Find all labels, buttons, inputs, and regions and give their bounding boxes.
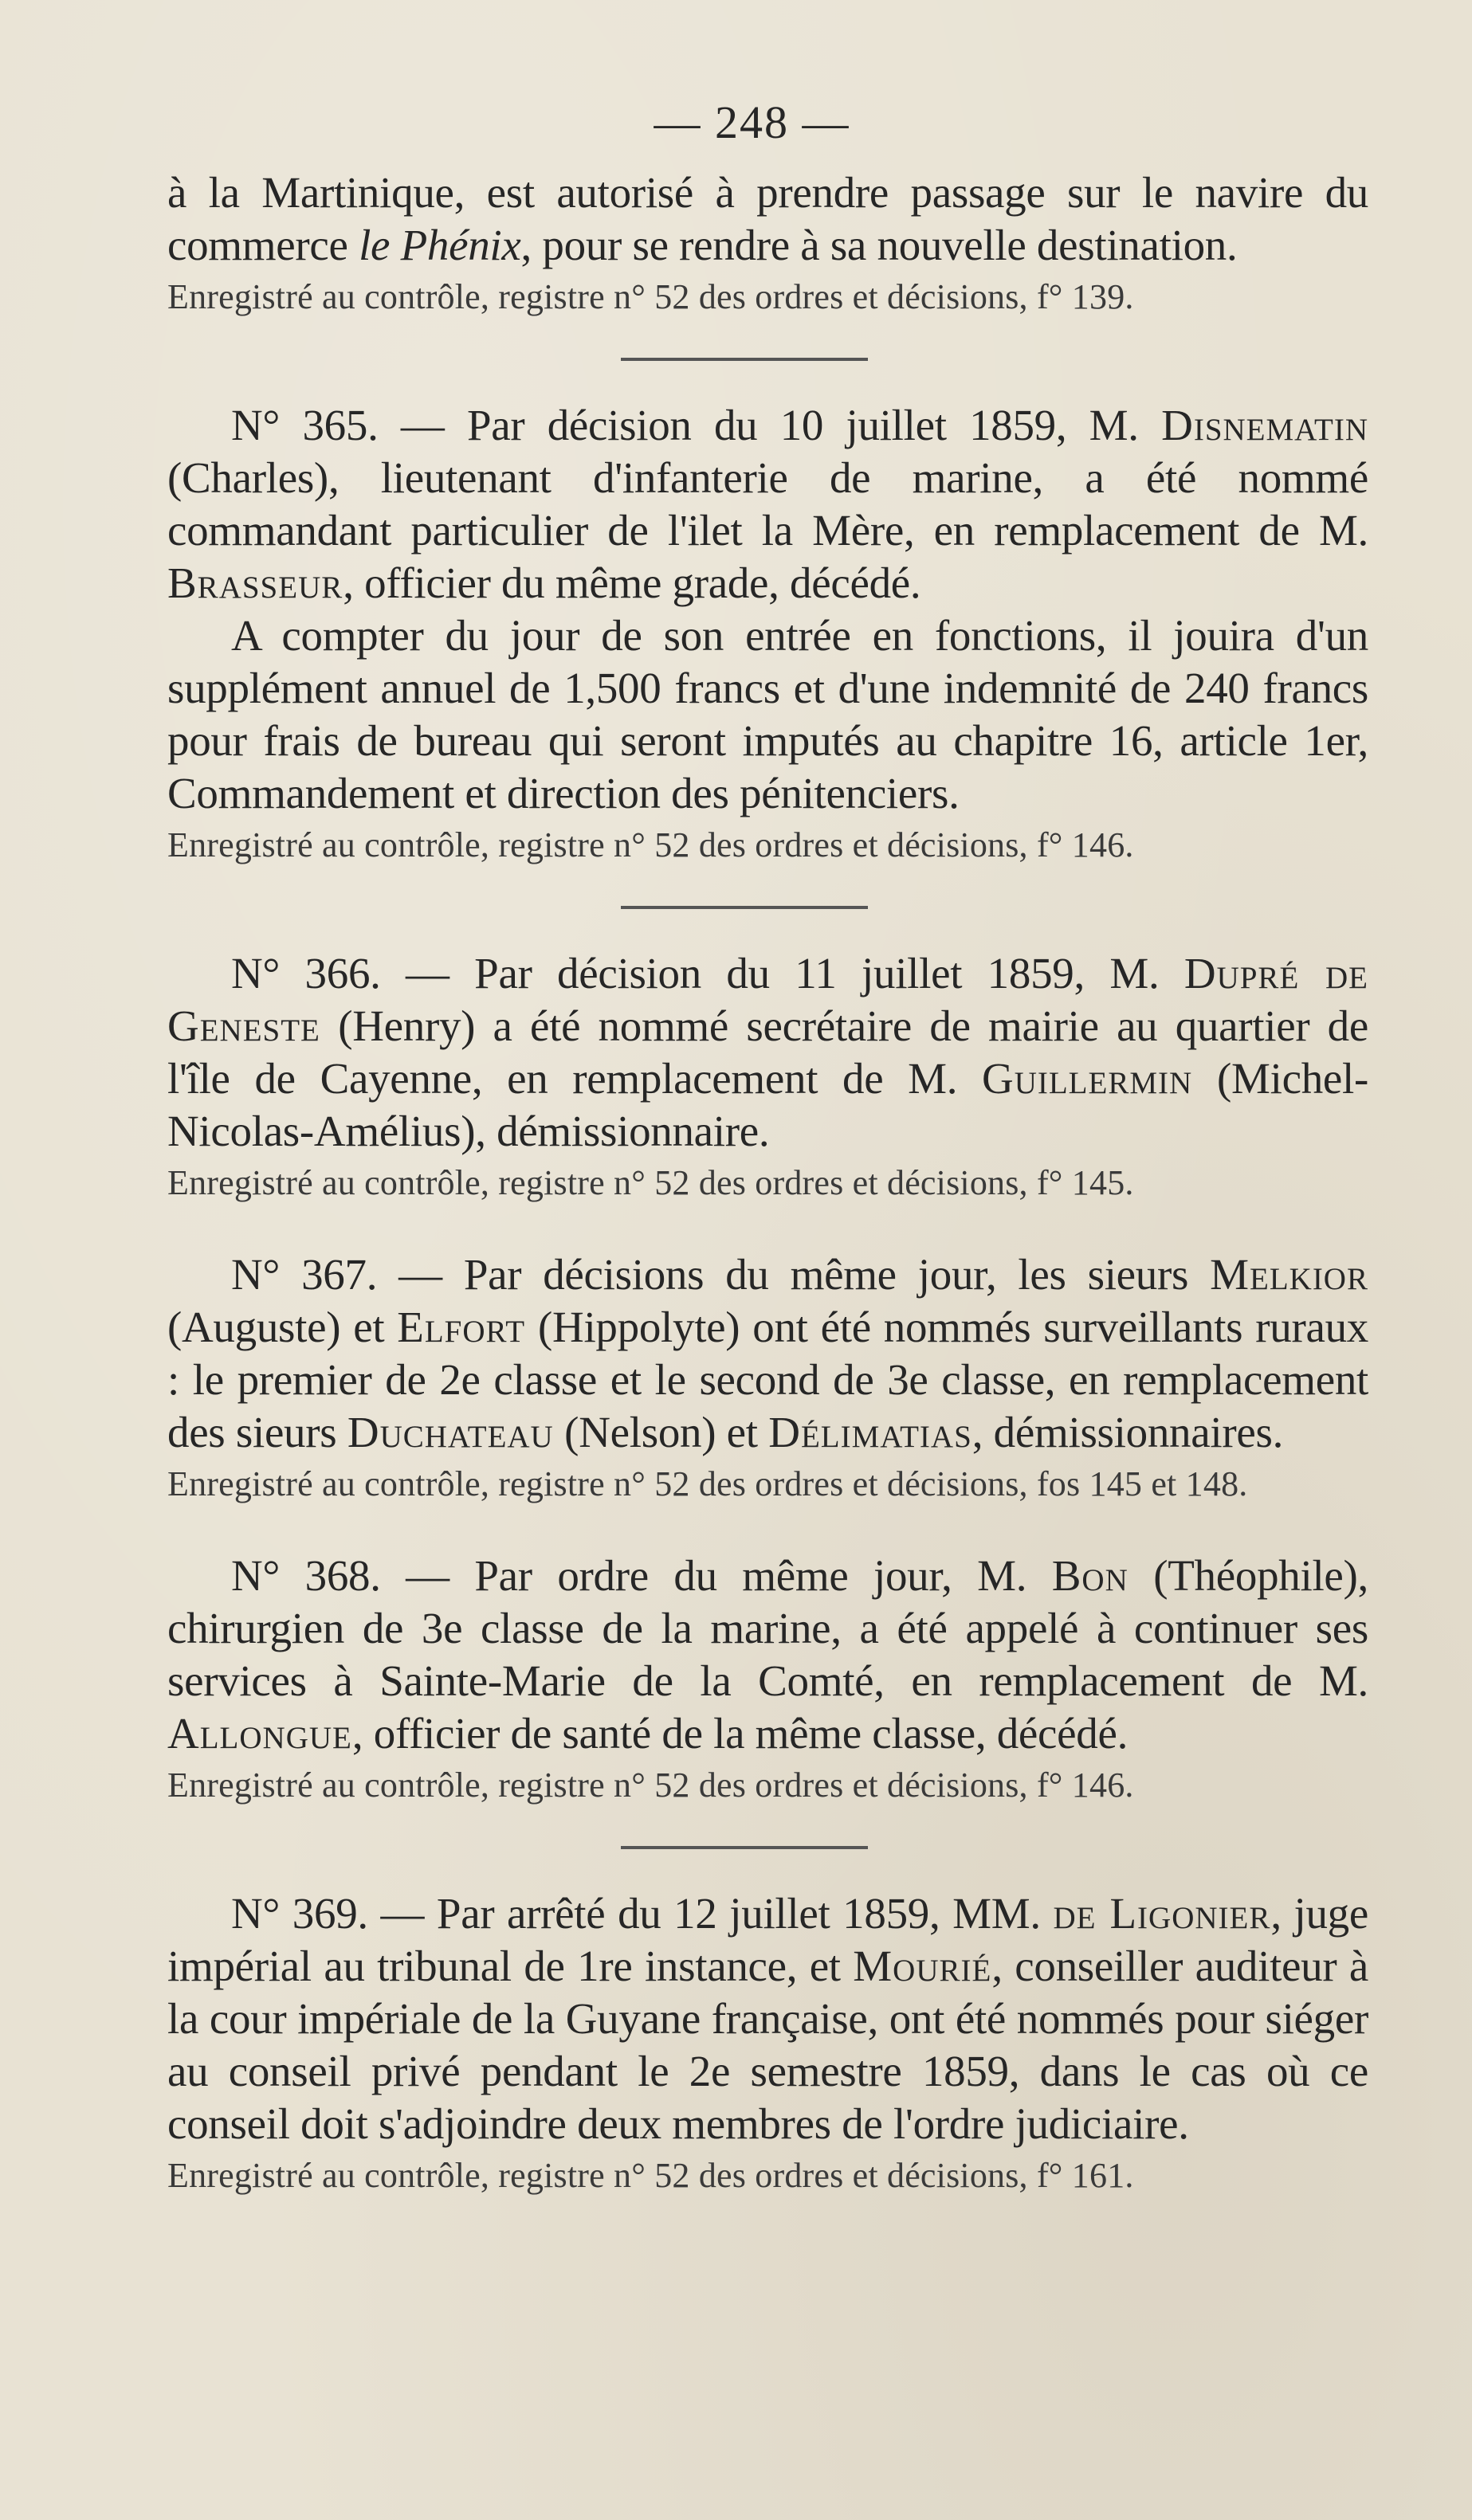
section-divider — [621, 1846, 868, 1849]
entry-paragraph — [167, 1248, 1368, 1459]
entry-paragraph — [167, 399, 1368, 609]
intro-entry — [167, 167, 1368, 319]
intro-text-start: à la Martinique, est autorisé à prendre passage sur le navire du commerce — [167, 168, 1368, 269]
entry-text: (Charles), lieutenant d'infanterie de marine, a été nommé commandant particulier de l'ilet la Mère, en remplacement de M. — [167, 453, 1368, 555]
entry-text: , démissionnaires. — [972, 1408, 1284, 1456]
entry-365 — [167, 399, 1368, 868]
entry-spacer — [167, 1205, 1368, 1248]
registration-line: Enregistré au contrôle, registre n° 52 des ordres et décisions, f° 139. — [167, 277, 1134, 316]
entry-367 — [167, 1248, 1368, 1507]
entry-text: , officier du même grade, décédé. — [343, 558, 921, 607]
entry-368 — [167, 1550, 1368, 1808]
entry-text: (Auguste) et — [167, 1303, 398, 1351]
entry-text: N° 369. — Par arrêté du 12 juillet 1859, MM. — [231, 1889, 1054, 1938]
entry-text: N° 365. — Par décision du 10 juillet 1859, M. — [231, 401, 1162, 449]
person-name: Mourié — [853, 1942, 992, 1990]
person-name: Melkior — [1210, 1250, 1368, 1299]
person-name: Dupré de Geneste — [167, 949, 1368, 1050]
person-name: de Ligonier — [1053, 1889, 1271, 1938]
section-divider — [621, 358, 868, 361]
entry-text: N° 366. — Par décision du 11 juillet 1859, M. — [231, 949, 1184, 997]
entry-text: (Michel-Nicolas-Amélius), démissionnaire. — [167, 1054, 1368, 1155]
entry-text: , officier de santé de la même classe, décédé. — [351, 1709, 1129, 1758]
registration-line: Enregistré au contrôle, registre n° 52 des ordres et décisions, f° 145. — [167, 1163, 1134, 1202]
intro-text-end: , pour se rendre à sa nouvelle destination. — [520, 221, 1238, 269]
entry-text: (Théophile), chirurgien de 3e classe de la marine, a été appelé à continuer ses services à Sainte-Marie de la Comté, en remplacement de M. — [167, 1551, 1369, 1705]
entry-369 — [167, 1887, 1368, 2198]
intro-paragraph — [167, 167, 1368, 272]
entry-text: N° 367. — Par décisions du même jour, les sieurs — [231, 1250, 1211, 1299]
entry-366 — [167, 947, 1368, 1205]
entry-text: (Henry) a été nommé secrétaire de mairie au quartier de l'île de Cayenne, en remplacement de M. — [167, 1001, 1368, 1103]
person-name: Elfort — [397, 1303, 526, 1351]
registration-line: Enregistré au contrôle, registre n° 52 des ordres et décisions, f° 161. — [167, 2156, 1134, 2195]
registration-line: Enregistré au contrôle, registre n° 52 des ordres et décisions, f° 146. — [167, 825, 1134, 864]
entry-text: , conseiller auditeur à la cour impériale de la Guyane française, ont été nommés pour siéger au conseil privé pendant le 2e semestre 1859, dans le cas où ce conseil doit s'adjoindre deux membres de l'ordre judiciaire. — [167, 1942, 1368, 2148]
entry-paragraph — [167, 1550, 1368, 1760]
ship-name: le Phénix — [359, 221, 521, 269]
registration-line: Enregistré au contrôle, registre n° 52 des ordres et décisions, f° 146. — [167, 1766, 1134, 1805]
person-name: Allongue — [167, 1709, 352, 1758]
entry-spacer — [167, 1507, 1368, 1550]
person-name: Brasseur — [167, 558, 343, 607]
entry-text: , juge impérial au tribunal de 1re instance, et — [167, 1889, 1368, 1990]
entry-text: (Hippolyte) ont été nommés surveillants ruraux : le premier de 2e classe et le second de 3e classe, en remplacement des sieurs — [167, 1303, 1368, 1456]
entry-paragraph — [167, 947, 1368, 1158]
entry-paragraph-2: A compter du jour de son entrée en fonctions, il jouira d'un supplément annuel de 1,500 francs et d'une indemnité de 240 francs pour frais de bureau qui seront imputés au chapitre 16, article 1er, Commandement et direction des pénitenciers. — [167, 611, 1368, 817]
person-name: Disnematin — [1161, 401, 1368, 449]
person-name: Guillermin — [981, 1054, 1193, 1103]
entry-text: N° 368. — Par ordre du même jour, M. — [231, 1551, 1052, 1600]
section-divider — [621, 906, 868, 909]
person-name: Délimatias — [768, 1408, 972, 1456]
entry-paragraph — [167, 1887, 1368, 2150]
person-name: Duchateau — [347, 1408, 554, 1456]
entry-text: (Nelson) et — [553, 1408, 769, 1456]
page-number: — 248 — — [654, 96, 850, 148]
person-name: Bon — [1051, 1551, 1129, 1600]
registration-line: Enregistré au contrôle, registre n° 52 des ordres et décisions, fos 145 et 148. — [167, 1464, 1248, 1503]
